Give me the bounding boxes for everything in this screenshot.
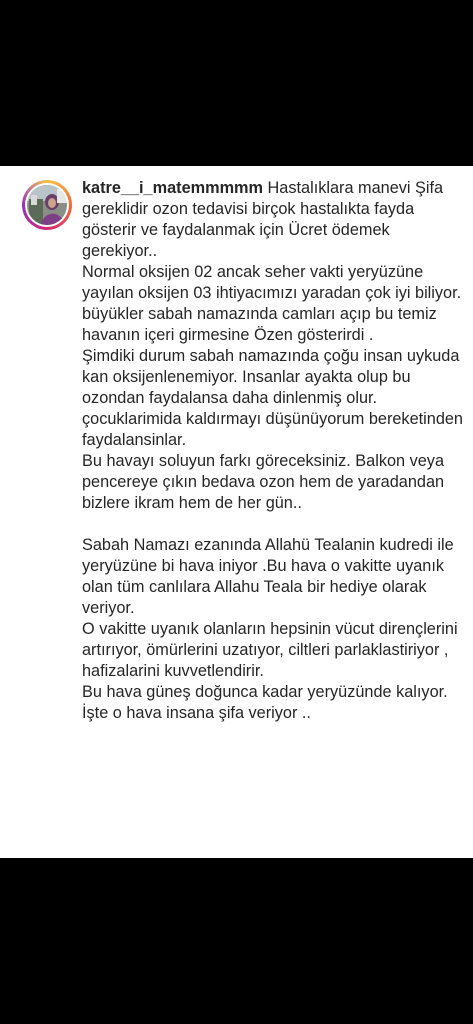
avatar-border xyxy=(25,183,69,227)
bottom-black-bar xyxy=(0,858,473,1024)
post-caption xyxy=(82,178,466,724)
caption-text: Hastalıklara manevi Şifa gereklidir ozon tedavisi birçok hastalıkta fayda gösterir ve faydalanmak için Ücret ödemek gerekiyor.. Normal oksijen 02 ancak seher vakti yeryüzüne yayılan oksijen 03 ihtiyacımızı yaradan çok iyi biliyor. büyükler sabah namazında camları açıp bu temiz havanın içeri girmesine Özen gösterirdi . Şimdiki durum sabah namazında çoğu insan uykuda kan oksijenlenemiyor. Insanlar ayakta olup bu ozondan faydalansa daha dinlenmiş olur. çocuklarimida kaldırmayı düşünüyorum bereketinden faydalansinlar. Bu havayı soluyun farkı göreceksiniz. Balkon veya pencereye çıkın bedava ozon hem de yaradandan bizlere ikram hem de her gün.. Sabah Namazı ezanında Allahü Tealanin kudredi ile yeryüzüne bi hava iniyor .Bu hava o vakitte uyanık olan tüm canlılara Allahu Teala bir hediye olarak veriyor. O vakitte uyanık olanların hepsinin vücut dirençlerini artırıyor, ömürlerini uzatıyor, ciltleri parlaklastiriyor , hafizalarini kuvvetlendirir. Bu hava güneş doğunca kadar yeryüzünde kalıyor. İşte o hava insana şifa veriyor .. xyxy=(82,179,463,722)
profile-photo-icon xyxy=(27,185,67,225)
story-ring-avatar[interactable] xyxy=(22,180,72,230)
username-link[interactable]: katre__i_matemmmmm xyxy=(82,179,264,197)
avatar xyxy=(27,185,67,225)
top-black-bar xyxy=(0,0,473,166)
post-caption-card xyxy=(0,166,473,858)
